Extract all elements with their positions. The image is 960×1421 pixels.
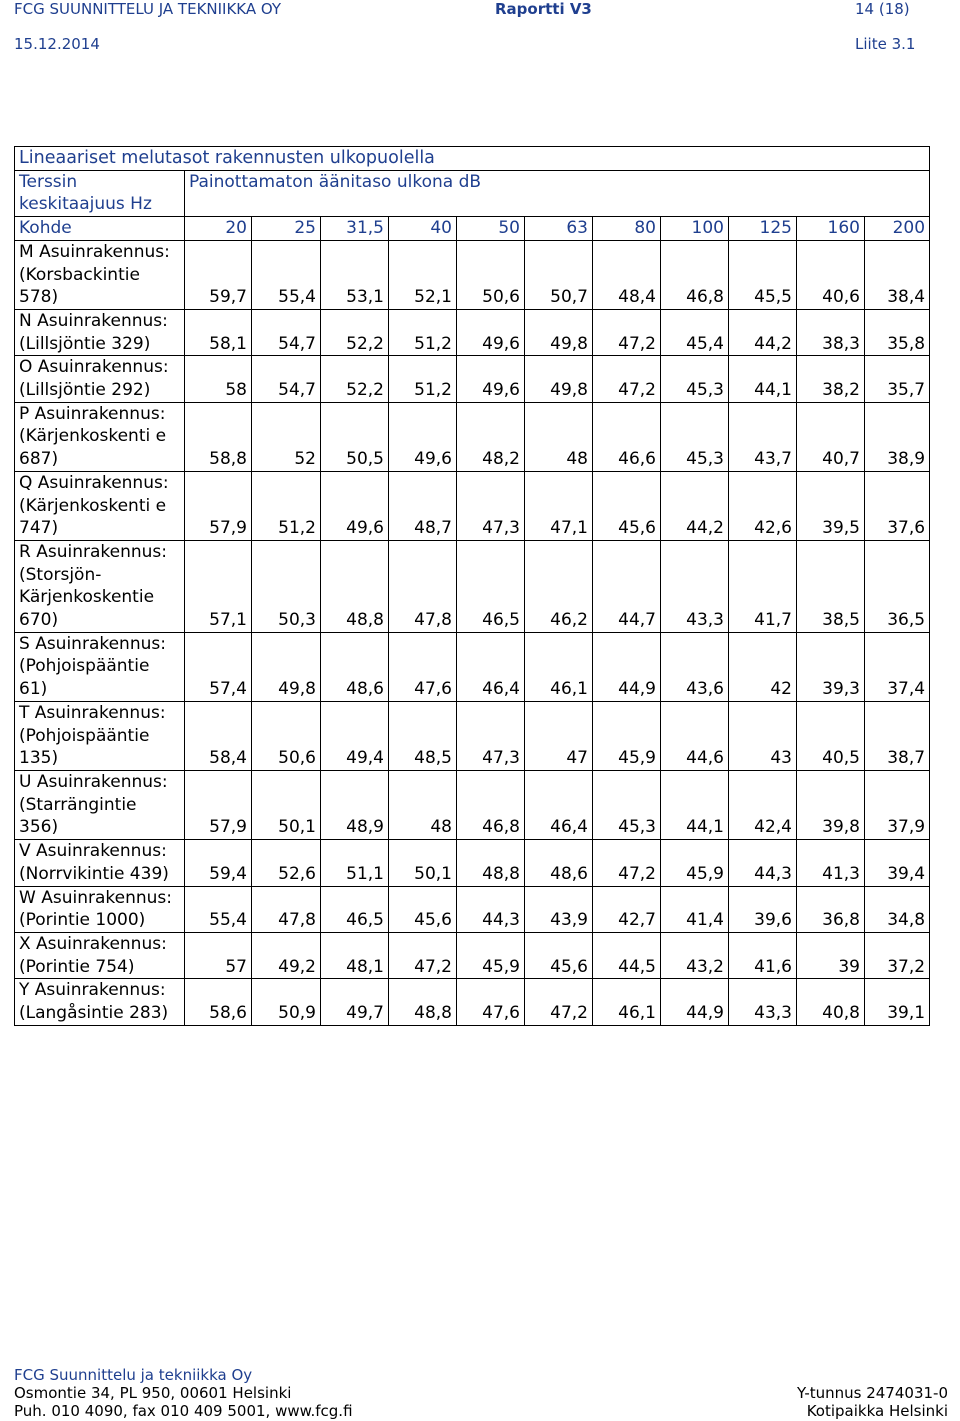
level-cell: 43,7	[729, 402, 797, 471]
level-cell: 54,7	[252, 309, 321, 355]
kohde-label: Kohde	[15, 217, 185, 241]
level-cell: 49,8	[525, 356, 593, 402]
level-cell: 52	[252, 402, 321, 471]
table-row	[15, 701, 930, 770]
level-cell: 38,7	[865, 701, 930, 770]
table-row	[15, 471, 930, 540]
level-cell: 40,5	[797, 701, 865, 770]
level-cell: 40,8	[797, 979, 865, 1025]
level-cell: 45,9	[457, 932, 525, 978]
table-row	[15, 770, 930, 839]
level-cell: 42	[729, 632, 797, 701]
level-cell: 58	[185, 356, 252, 402]
level-cell: 41,7	[729, 540, 797, 632]
level-cell: 46,5	[457, 540, 525, 632]
footer-contact: Puh. 010 4090, fax 010 409 5001, www.fcg.fi	[14, 1402, 353, 1420]
level-cell: 49,2	[252, 932, 321, 978]
level-cell: 37,2	[865, 932, 930, 978]
level-cell: 37,6	[865, 471, 930, 540]
level-cell: 47,2	[593, 840, 661, 886]
level-cell: 39,6	[729, 886, 797, 932]
frequency-cell: 160	[797, 217, 865, 241]
level-cell: 41,3	[797, 840, 865, 886]
level-cell: 49,4	[321, 701, 389, 770]
frequency-cell: 20	[185, 217, 252, 241]
level-cell: 48	[389, 770, 457, 839]
level-cell: 49,6	[457, 356, 525, 402]
level-cell: 48,8	[457, 840, 525, 886]
level-cell: 40,7	[797, 402, 865, 471]
level-cell: 57,9	[185, 770, 252, 839]
table-row	[15, 240, 930, 309]
level-cell: 48,2	[457, 402, 525, 471]
level-cell: 46,2	[525, 540, 593, 632]
level-cell: 40,6	[797, 240, 865, 309]
level-cell: 48,8	[389, 979, 457, 1025]
level-cell: 48,8	[321, 540, 389, 632]
table-subheader-row	[15, 170, 930, 216]
frequency-cell: 200	[865, 217, 930, 241]
level-cell: 49,6	[321, 471, 389, 540]
frequency-cell: 25	[252, 217, 321, 241]
receiver-label: M Asuinrakennus: (Korsbackintie 578)	[15, 240, 185, 309]
level-cell: 45,9	[661, 840, 729, 886]
level-cell: 43,3	[661, 540, 729, 632]
level-cell: 47,3	[457, 471, 525, 540]
level-cell: 55,4	[252, 240, 321, 309]
level-cell: 47,3	[457, 701, 525, 770]
level-cell: 49,6	[389, 402, 457, 471]
level-cell: 52,2	[321, 356, 389, 402]
level-cell: 46,8	[457, 770, 525, 839]
table-title-row	[15, 147, 930, 171]
level-cell: 50,1	[252, 770, 321, 839]
level-cell: 51,2	[252, 471, 321, 540]
header-appendix: Liite 3.1	[855, 35, 916, 53]
level-cell: 51,2	[389, 309, 457, 355]
level-cell: 53,1	[321, 240, 389, 309]
level-cell: 58,8	[185, 402, 252, 471]
level-cell: 47,6	[389, 632, 457, 701]
level-cell: 58,6	[185, 979, 252, 1025]
table-row	[15, 309, 930, 355]
level-cell: 45,6	[389, 886, 457, 932]
level-cell: 51,1	[321, 840, 389, 886]
level-cell: 38,9	[865, 402, 930, 471]
receiver-label: O Asuinrakennus: (Lillsjöntie 292)	[15, 356, 185, 402]
level-cell: 57	[185, 932, 252, 978]
level-cell: 58,4	[185, 701, 252, 770]
level-cell: 48,6	[321, 632, 389, 701]
receiver-label: S Asuinrakennus: (Pohjoispääntie 61)	[15, 632, 185, 701]
level-cell: 43,9	[525, 886, 593, 932]
kohde-row	[15, 217, 930, 241]
level-cell: 49,8	[525, 309, 593, 355]
level-cell: 46,1	[593, 979, 661, 1025]
level-cell: 51,2	[389, 356, 457, 402]
level-cell: 59,4	[185, 840, 252, 886]
level-cell: 43	[729, 701, 797, 770]
level-cell: 49,6	[457, 309, 525, 355]
level-cell: 43,3	[729, 979, 797, 1025]
level-cell: 50,7	[525, 240, 593, 309]
frequency-cell: 125	[729, 217, 797, 241]
table-row	[15, 932, 930, 978]
level-cell: 52,1	[389, 240, 457, 309]
frequency-header: Terssin keskitaajuus Hz	[15, 170, 185, 216]
level-cell: 47,2	[389, 932, 457, 978]
footer-address: Osmontie 34, PL 950, 00601 Helsinki	[14, 1384, 292, 1402]
level-cell: 39,5	[797, 471, 865, 540]
frequency-cell: 100	[661, 217, 729, 241]
level-cell: 57,4	[185, 632, 252, 701]
frequency-cell: 63	[525, 217, 593, 241]
level-cell: 49,7	[321, 979, 389, 1025]
level-cell: 46,8	[661, 240, 729, 309]
level-cell: 39,3	[797, 632, 865, 701]
frequency-cell: 80	[593, 217, 661, 241]
level-cell: 43,2	[661, 932, 729, 978]
level-cell: 54,7	[252, 356, 321, 402]
level-cell: 48	[525, 402, 593, 471]
level-cell: 43,6	[661, 632, 729, 701]
level-cell: 38,3	[797, 309, 865, 355]
level-cell: 47	[525, 701, 593, 770]
level-cell: 35,7	[865, 356, 930, 402]
level-cell: 50,6	[252, 701, 321, 770]
level-cell: 44,3	[457, 886, 525, 932]
level-cell: 38,4	[865, 240, 930, 309]
level-cell: 50,5	[321, 402, 389, 471]
receiver-label: R Asuinrakennus: (Storsjön- Kärjenkoskentie 670)	[15, 540, 185, 632]
level-cell: 50,9	[252, 979, 321, 1025]
level-cell: 44,6	[661, 701, 729, 770]
receiver-label: T Asuinrakennus: (Pohjoispääntie 135)	[15, 701, 185, 770]
level-cell: 47,2	[525, 979, 593, 1025]
level-cell: 38,5	[797, 540, 865, 632]
header-report: Raportti V3	[495, 0, 592, 18]
receiver-label: X Asuinrakennus: (Porintie 754)	[15, 932, 185, 978]
header-page-number: 14 (18)	[855, 0, 910, 18]
level-cell: 44,2	[729, 309, 797, 355]
table-title: Lineaariset melutasot rakennusten ulkopuolella	[15, 147, 930, 171]
level-cell: 48,5	[389, 701, 457, 770]
level-cell: 42,7	[593, 886, 661, 932]
level-cell: 42,6	[729, 471, 797, 540]
level-cell: 46,6	[593, 402, 661, 471]
table-row	[15, 540, 930, 632]
level-cell: 45,9	[593, 701, 661, 770]
band-header: Painottamaton äänitaso ulkona dB	[185, 170, 930, 216]
level-cell: 37,9	[865, 770, 930, 839]
level-cell: 34,8	[865, 886, 930, 932]
frequency-cell: 50	[457, 217, 525, 241]
level-cell: 57,9	[185, 471, 252, 540]
level-cell: 45,4	[661, 309, 729, 355]
level-cell: 39,4	[865, 840, 930, 886]
level-cell: 48,4	[593, 240, 661, 309]
level-cell: 44,3	[729, 840, 797, 886]
level-cell: 46,1	[525, 632, 593, 701]
level-cell: 44,9	[661, 979, 729, 1025]
level-cell: 47,2	[593, 309, 661, 355]
receiver-label: Y Asuinrakennus: (Langåsintie 283)	[15, 979, 185, 1025]
level-cell: 35,8	[865, 309, 930, 355]
table-row	[15, 356, 930, 402]
level-cell: 48,9	[321, 770, 389, 839]
level-cell: 46,4	[457, 632, 525, 701]
receiver-label: N Asuinrakennus: (Lillsjöntie 329)	[15, 309, 185, 355]
receiver-label: U Asuinrakennus: (Starrängintie 356)	[15, 770, 185, 839]
receiver-label: P Asuinrakennus: (Kärjenkoskenti e 687)	[15, 402, 185, 471]
level-cell: 39,8	[797, 770, 865, 839]
level-cell: 47,8	[252, 886, 321, 932]
level-cell: 38,2	[797, 356, 865, 402]
level-cell: 47,8	[389, 540, 457, 632]
level-cell: 37,4	[865, 632, 930, 701]
table-row	[15, 840, 930, 886]
receiver-label: W Asuinrakennus: (Porintie 1000)	[15, 886, 185, 932]
level-cell: 58,1	[185, 309, 252, 355]
level-cell: 42,4	[729, 770, 797, 839]
level-cell: 44,7	[593, 540, 661, 632]
table-row	[15, 402, 930, 471]
level-cell: 45,6	[525, 932, 593, 978]
level-cell: 36,5	[865, 540, 930, 632]
receiver-label: V Asuinrakennus: (Norrvikintie 439)	[15, 840, 185, 886]
level-cell: 49,8	[252, 632, 321, 701]
header-company: FCG SUUNNITTELU JA TEKNIIKKA OY	[14, 0, 282, 18]
noise-level-table	[14, 146, 930, 1026]
frequency-cell: 40	[389, 217, 457, 241]
table-row	[15, 632, 930, 701]
frequency-cell: 31,5	[321, 217, 389, 241]
footer-company: FCG Suunnittelu ja tekniikka Oy	[14, 1366, 253, 1384]
level-cell: 50,6	[457, 240, 525, 309]
level-cell: 44,1	[661, 770, 729, 839]
level-cell: 48,6	[525, 840, 593, 886]
footer-domicile: Kotipaikka Helsinki	[806, 1402, 948, 1420]
level-cell: 46,4	[525, 770, 593, 839]
level-cell: 39,1	[865, 979, 930, 1025]
level-cell: 52,6	[252, 840, 321, 886]
level-cell: 47,6	[457, 979, 525, 1025]
table-row	[15, 886, 930, 932]
level-cell: 45,3	[661, 356, 729, 402]
table-row	[15, 979, 930, 1025]
level-cell: 44,9	[593, 632, 661, 701]
level-cell: 44,2	[661, 471, 729, 540]
receiver-label: Q Asuinrakennus: (Kärjenkoskenti e 747)	[15, 471, 185, 540]
level-cell: 48,7	[389, 471, 457, 540]
level-cell: 41,6	[729, 932, 797, 978]
level-cell: 59,7	[185, 240, 252, 309]
level-cell: 44,5	[593, 932, 661, 978]
level-cell: 45,6	[593, 471, 661, 540]
level-cell: 39	[797, 932, 865, 978]
level-cell: 45,3	[593, 770, 661, 839]
level-cell: 45,3	[661, 402, 729, 471]
level-cell: 44,1	[729, 356, 797, 402]
level-cell: 50,3	[252, 540, 321, 632]
header-date: 15.12.2014	[14, 35, 100, 53]
level-cell: 55,4	[185, 886, 252, 932]
level-cell: 50,1	[389, 840, 457, 886]
level-cell: 36,8	[797, 886, 865, 932]
level-cell: 48,1	[321, 932, 389, 978]
level-cell: 45,5	[729, 240, 797, 309]
level-cell: 47,1	[525, 471, 593, 540]
level-cell: 46,5	[321, 886, 389, 932]
level-cell: 57,1	[185, 540, 252, 632]
level-cell: 47,2	[593, 356, 661, 402]
level-cell: 41,4	[661, 886, 729, 932]
level-cell: 52,2	[321, 309, 389, 355]
footer-business-id: Y-tunnus 2474031-0	[796, 1384, 948, 1402]
